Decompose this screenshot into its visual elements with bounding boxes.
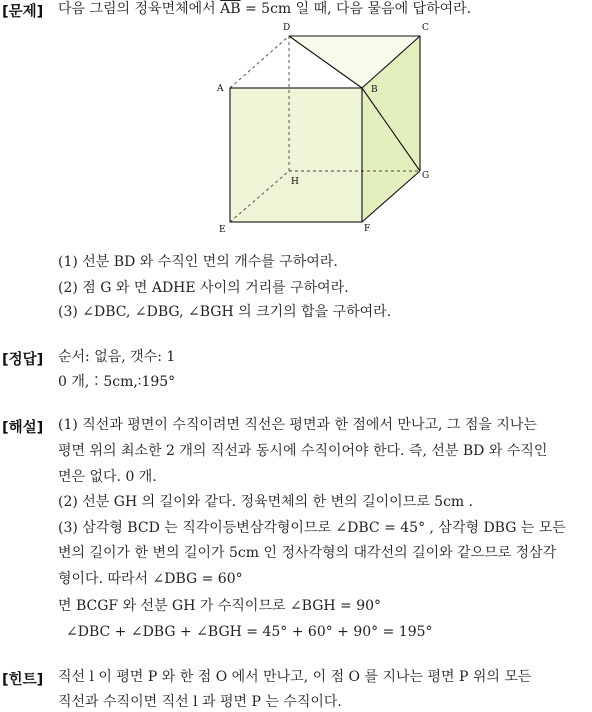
intro-text-after: = 5cm 일 때, 다음 물음에 답하여라.	[240, 1, 472, 17]
explanation-line: (1) 직선과 평면이 수직이려면 직선은 평면과 한 점에서 만나고, 그 점을 지나는	[58, 417, 537, 433]
vertex-label-a: A	[217, 84, 224, 94]
vertex-label-c: C	[422, 23, 429, 33]
front-face-abfe	[230, 88, 362, 222]
intro-text-before: 다음 그림의 정육면체에서	[58, 1, 221, 17]
segment-ab: $\overline{AB}$	[220, 1, 241, 17]
hidden-edge-ad	[230, 36, 289, 88]
vertex-label-b: B	[371, 85, 378, 95]
explanation-label: [해설]	[2, 420, 44, 436]
hint-line: 직선과 수직이면 직선 l 과 평면 P 는 수직이다.	[58, 694, 342, 710]
problem-label: [문제]	[2, 4, 44, 20]
explanation-equation: ∠DBC + ∠DBG + ∠BGH = 45° + 60° + 90° = 195°	[66, 624, 433, 640]
explanation-line: 면 BCGF 와 선분 GH 가 수직이므로 ∠BGH = 90°	[58, 598, 382, 614]
explanation-line: 면은 없다. 0 개.	[58, 469, 157, 485]
hint-label: [힌트]	[2, 672, 44, 688]
explanation-line: 평면 위의 최소한 2 개의 직선과 동시에 수직이어야 한다. 즉, 선분 BD 와 수직인	[58, 443, 548, 459]
answer-label: [정답]	[2, 352, 44, 368]
vertex-label-f: F	[364, 224, 371, 234]
vertex-label-h: H	[291, 177, 299, 187]
vertex-label-g: G	[422, 171, 430, 181]
question-3: (3) ∠DBC, ∠DBG, ∠BGH 의 크기의 합을 구하여라.	[58, 304, 392, 320]
question-1: (1) 선분 BD 와 수직인 면의 개수를 구하여라.	[58, 254, 338, 270]
hint-line: 직선 l 이 평면 P 와 한 점 O 에서 만나고, 이 점 O 를 지나는 평면 P 위의 모든	[58, 669, 532, 685]
answer-line-1: 순서: 없음, 갯수: 1	[58, 349, 176, 365]
vertex-label-d: D	[283, 23, 291, 33]
vertex-label-e: E	[219, 225, 226, 235]
cube-figure	[0, 0, 592, 240]
explanation-line: (3) 삼각형 BCD 는 직각이등변삼각형이므로 ∠DBC = 45° , 삼각형 DBG 는 모든	[58, 520, 566, 536]
explanation-line: 형이다. 따라서 ∠DBG = 60°	[58, 571, 243, 587]
explanation-line: 변의 길이가 한 변의 길이가 5cm 인 정사각형의 대각선의 길이와 같으므로 정삼각	[58, 545, 557, 561]
answer-line-2: 0 개,∶5cm,∶195°	[58, 374, 176, 390]
question-2: (2) 점 G 와 면 ADHE 사이의 거리를 구하여라.	[58, 280, 349, 296]
explanation-line: (2) 선분 GH 의 길이와 같다. 정육면체의 한 변의 길이이므로 5cm .	[58, 494, 474, 510]
